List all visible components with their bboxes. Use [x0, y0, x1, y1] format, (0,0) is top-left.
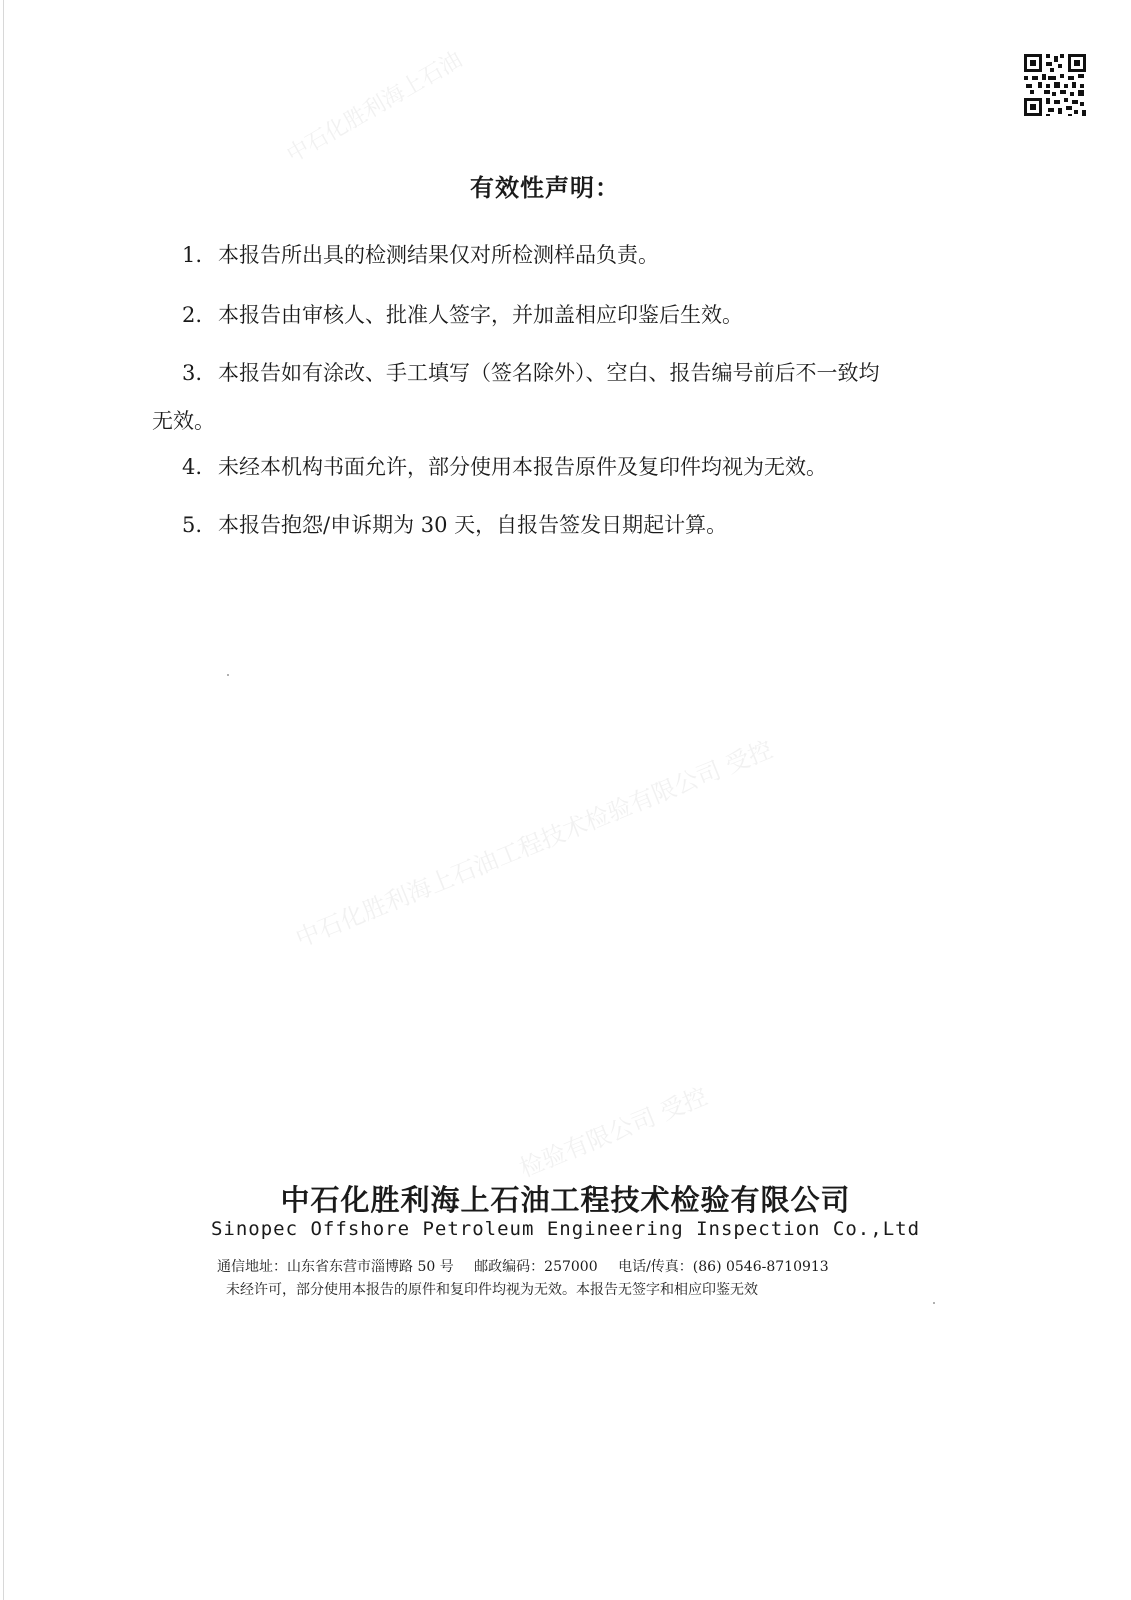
contact-info — [217, 1257, 937, 1277]
scan-speck — [933, 1302, 935, 1304]
clause-item — [152, 231, 952, 279]
clause-number: 5. — [181, 513, 202, 537]
clause-text: 本报告抱怨/申诉期为 30 天，自报告签发日期起计算。 — [218, 513, 728, 537]
clause-item — [152, 501, 952, 549]
clause-item — [152, 291, 952, 339]
usage-notice: 未经许可，部分使用本报告的原件和复印件均视为无效。本报告无签字和相应印鉴无效 — [226, 1282, 758, 1298]
qr-code-icon — [1022, 52, 1088, 118]
watermark: 检验有限公司 受控 — [515, 1082, 712, 1183]
clause-item — [152, 443, 952, 491]
company-name-en: Sinopec Offshore Petroleum Engineering Inspection Co.,Ltd — [210, 1218, 921, 1240]
clause-text: 本报告如有涂改、手工填写（签名除外）、空白、报告编号前后不一致均 — [218, 361, 880, 385]
page-title: 有效性声明： — [470, 174, 620, 202]
page-edge — [3, 0, 4, 1600]
clause-text: 本报告所出具的检测结果仅对所检测样品负责。 — [218, 243, 659, 267]
clause-text: 未经本机构书面允许，部分使用本报告原件及复印件均视为无效。 — [218, 455, 827, 479]
clause-text-continuation: 无效。 — [152, 409, 215, 433]
phone-fax: 电话/传真：(86) 0546-8710913 — [618, 1259, 829, 1275]
scan-speck — [227, 674, 229, 676]
watermark: 中石化胜利海上石油 — [282, 47, 467, 169]
clause-number: 1. — [181, 243, 202, 267]
clause-text: 本报告由审核人、批准人签字，并加盖相应印鉴后生效。 — [218, 303, 743, 327]
clause-number: 3. — [181, 361, 202, 385]
mailing-address: 通信地址：山东省东营市淄博路 50 号 — [217, 1259, 454, 1275]
clause-item — [152, 349, 952, 445]
company-name-cn: 中石化胜利海上石油工程技术检验有限公司 — [280, 1183, 851, 1217]
postal-code: 邮政编码：257000 — [474, 1259, 598, 1275]
watermark: 中石化胜利海上石油工程技术检验有限公司 受控 — [291, 735, 777, 953]
clause-number: 4. — [181, 455, 202, 479]
clause-number: 2. — [181, 303, 202, 327]
